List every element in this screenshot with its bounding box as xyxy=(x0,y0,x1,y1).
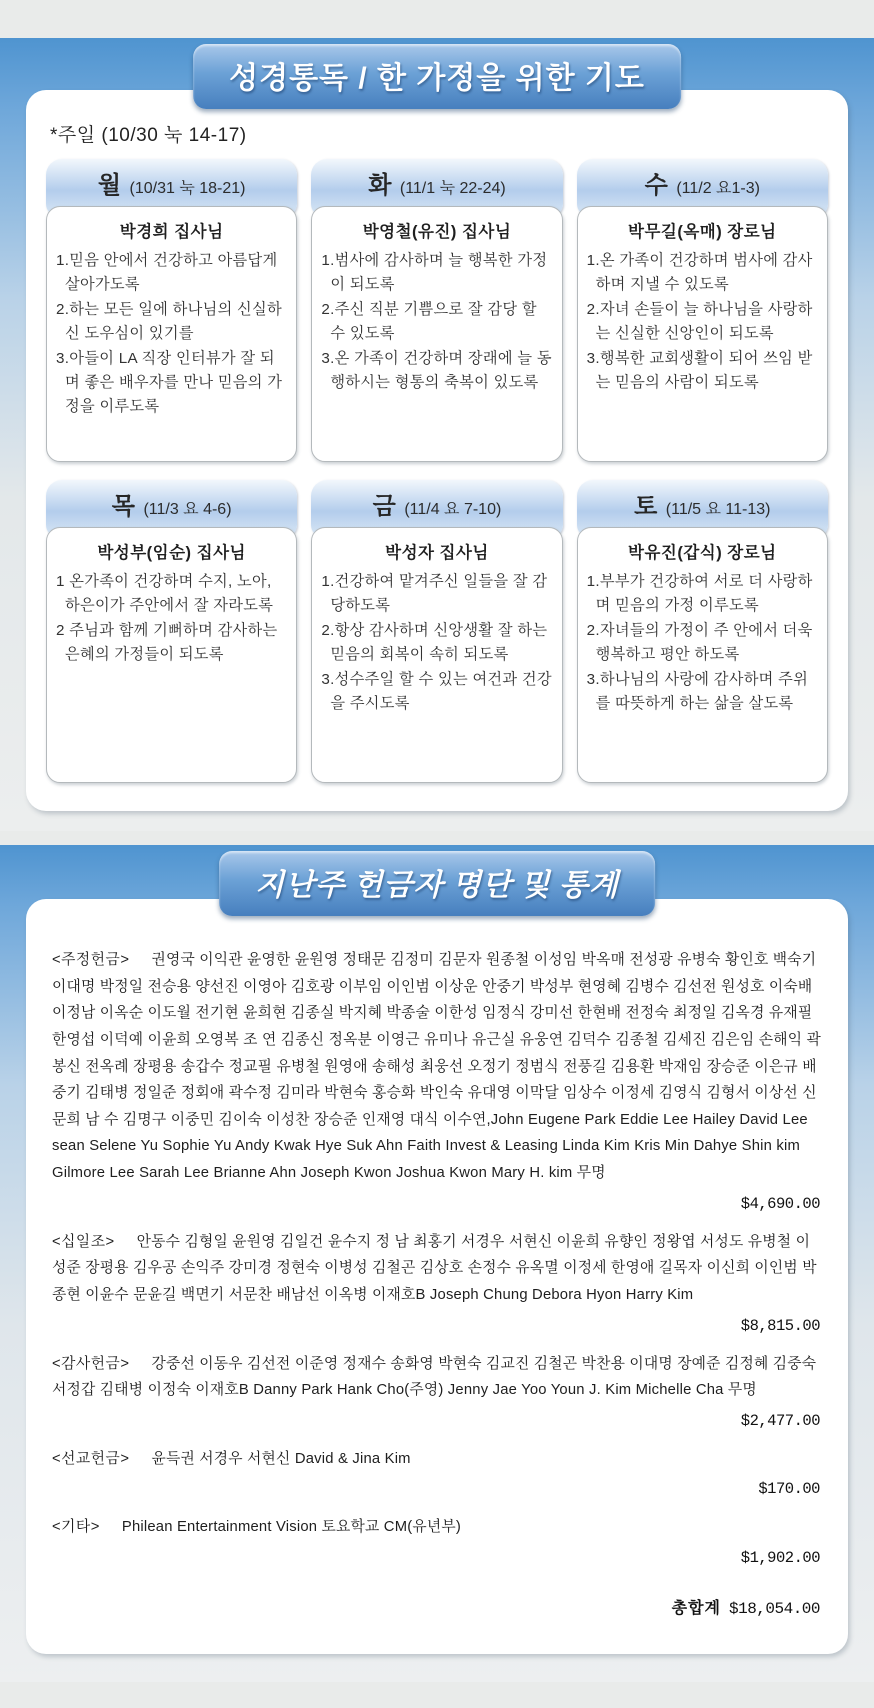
offering-category-label: <선교헌금> xyxy=(52,1450,130,1467)
prayer-item: 3.하나님의 사랑에 감사하며 주위를 따뜻하게 하는 삶을 살도록 xyxy=(586,671,809,713)
day-label: 화 xyxy=(368,172,393,199)
prayer-item: 2.자녀들의 가정이 주 안에서 더욱 행복하고 평안 하도록 xyxy=(586,622,813,664)
day-date: (10/31 눅 18-21) xyxy=(129,180,246,197)
prayer-item: 2 주님과 함께 기뻐하며 감사하는 은혜의 가정들이 되도록 xyxy=(56,622,278,664)
day-card-tue xyxy=(311,159,562,462)
offering-names: 안동수 김형일 윤원영 김일건 윤수지 정 남 최홍기 서경우 서현신 이윤희 유향인 정왕엽 서성도 유병철 이성준 장평용 김우공 손익주 강미경 정현숙 이병성 김철곤 김상호 손정수 유옥멸 이정세 한영애 길목자 이신희 이인범 박종현 이윤수 문윤길 백면기 서문찬 배남선 이옥병 이재호B Joseph Chung Debora Hyon Harry Kim xyxy=(52,1233,817,1303)
offering-amount: $170.00 xyxy=(758,1480,820,1499)
prayer-item: 1.부부가 건강하여 서로 더 사랑하며 믿음의 가정 이루도록 xyxy=(586,573,813,615)
person-name: 박경희 집사님 xyxy=(119,223,224,241)
offering-total-label: 총합계 xyxy=(671,1600,721,1617)
prayer-item: 1.온 가족이 건강하며 범사에 감사하며 지낼 수 있도록 xyxy=(586,252,813,294)
day-body-wed xyxy=(577,206,828,462)
day-body-mon xyxy=(46,206,297,462)
prayer-item: 1.건강하여 맡겨주신 일들을 잘 감당하도록 xyxy=(321,573,548,615)
offering-category-etc xyxy=(52,1514,822,1579)
day-label: 금 xyxy=(372,493,397,520)
prayer-item: 1.범사에 감사하며 늘 행복한 가정이 되도록 xyxy=(321,252,548,294)
prayer-item: 2.하는 모든 일에 하나님의 신실하신 도우심이 있기를 xyxy=(56,301,282,343)
day-body-fri xyxy=(311,527,562,783)
offering-names-paragraph xyxy=(52,1446,822,1473)
prayer-card xyxy=(26,90,848,811)
offering-category-label: <기타> xyxy=(52,1519,100,1536)
person-name: 박성자 집사님 xyxy=(385,544,489,562)
offering-amount: $8,815.00 xyxy=(740,1316,820,1335)
day-date: (11/4 요 7-10) xyxy=(404,501,502,518)
prayer-item: 3.온 가족이 건강하며 장래에 늘 동행하시는 형통의 축복이 있도록 xyxy=(321,350,552,392)
day-body-sat xyxy=(577,527,828,783)
prayer-item: 1 온가족이 건강하며 수지, 노아, 하은이가 주안에서 잘 자라도록 xyxy=(56,573,274,615)
day-body-thu xyxy=(46,527,297,783)
prayer-item: 2.자녀 손들이 늘 하나님을 사랑하는 신실한 신앙인이 되도록 xyxy=(586,301,813,343)
prayer-item: 3.행복한 교회생활이 되어 쓰임 받는 믿음의 사람이 되도록 xyxy=(586,350,813,392)
page-top-margin xyxy=(0,0,874,38)
day-card-mon xyxy=(46,159,297,462)
offering-card xyxy=(26,899,848,1654)
prayer-item: 2.항상 감사하며 신앙생활 잘 하는 믿음의 회복이 속히 되도록 xyxy=(321,622,548,664)
offering-names-paragraph xyxy=(52,1351,822,1404)
prayer-item: 2.주신 직분 기쁨으로 잘 감당 할 수 있도록 xyxy=(321,301,537,343)
offering-section-title: 지난주 헌금자 명단 및 통계 xyxy=(219,851,655,916)
offering-category-label: <주정헌금> xyxy=(52,952,130,968)
offering-total-line xyxy=(52,1595,822,1618)
offering-category-tithe xyxy=(52,1229,822,1347)
day-card-sat xyxy=(577,480,828,783)
offering-amount: $1,902.00 xyxy=(740,1549,820,1567)
day-card-thu xyxy=(46,480,297,783)
offering-amount: $4,690.00 xyxy=(740,1194,820,1213)
prayer-item: 3.성수주일 할 수 있는 여건과 건강을 주시도록 xyxy=(321,671,552,713)
day-card-wed xyxy=(577,159,828,462)
offering-names: 윤득권 서경우 서현신 David & Jina Kim xyxy=(151,1450,411,1467)
prayer-section xyxy=(0,38,874,831)
offering-category-jujeong xyxy=(52,947,822,1225)
prayer-item: 1.믿음 안에서 건강하고 아름답게 살아가도록 xyxy=(56,252,278,294)
offering-category-label: <십일조> xyxy=(52,1233,115,1250)
day-date: (11/2 요1-3) xyxy=(676,180,760,197)
person-name: 박무길(옥매) 장로님 xyxy=(628,223,777,241)
day-body-tue xyxy=(311,206,562,462)
person-name: 박영철(유진) 집사님 xyxy=(362,223,512,241)
day-card-fri xyxy=(311,480,562,783)
day-grid xyxy=(44,157,830,787)
offering-names: Philean Entertainment Vision 토요학교 CM(유년부) xyxy=(121,1519,461,1536)
prayer-section-title: 성경통독 / 한 가정을 위한 기도 xyxy=(193,44,681,109)
day-label: 수 xyxy=(644,172,669,199)
day-label: 목 xyxy=(111,493,136,520)
offering-names: 강중선 이동우 김선전 이준영 정재수 송화영 박현숙 김교진 김철곤 박찬용 이대명 장예준 김정혜 김중숙 서정갑 김태병 이정숙 이재호B Danny Park Hank Cho(주영) Jenny Jae Yoo Youn J. Kim Michelle Cha 무명 xyxy=(52,1355,817,1399)
offering-names-paragraph xyxy=(52,1229,822,1309)
offering-category-thanks xyxy=(52,1351,822,1442)
sunday-note: *주일 (10/30 눅 14-17) xyxy=(50,125,247,146)
offering-section xyxy=(0,845,874,1682)
day-label: 월 xyxy=(97,172,123,199)
offering-amount: $2,477.00 xyxy=(740,1411,820,1430)
offering-names-paragraph xyxy=(52,947,822,1187)
offering-names-paragraph xyxy=(52,1514,822,1541)
day-date: (11/5 요 11-13) xyxy=(665,501,771,518)
day-label: 토 xyxy=(634,493,659,520)
offering-total-amount: $18,054.00 xyxy=(728,1600,820,1618)
person-name: 박성부(임순) 집사님 xyxy=(97,544,246,562)
offering-category-mission xyxy=(52,1446,822,1511)
page-bottom-margin xyxy=(0,1682,874,1708)
day-date: (11/3 요 4-6) xyxy=(143,501,232,518)
offering-category-label: <감사헌금> xyxy=(52,1355,130,1372)
prayer-item: 3.아들이 LA 직장 인터뷰가 잘 되며 좋은 배우자를 만나 믿음의 가정을 이루도록 xyxy=(56,350,283,416)
offering-names: 권영국 이익관 윤영한 윤원영 정태문 김정미 김문자 원종철 이성임 박옥매 전성광 유병숙 황인호 백숙기 이대명 박정일 전승용 양선진 이영아 김호광 이부임 이인범 이상운 안중기 박성부 현영혜 김병수 김선전 원성호 이숙배 이정남 이옥순 이도월 전기현 윤희현 김종실 박지혜 박종술 이한성 임정식 강미선 한현배 전정숙 최정일 김옥경 유재필 한영섭 이덕예 이윤희 오영복 조 연 김종신 정옥분 이영근 유미나 유근실 유웅연 김덕수 김종철 김세진 김은임 손해익 곽봉신 전옥례 장평용 송갑수 정교필 유병철 원영애 송해성 최웅선 오정기 정범식 전풍길 김용환 박재임 장승준 이은규 배중기 김태병 정일준 정회애 곽수정 김미라 박현숙 홍승화 박인숙 유대영 이막달 임상수 이정세 김영식 김형서 이상선 신문희 남 수 김명구 이중민 김이숙 이성찬 장승준 인재영 대식 이수연,John Eugene Park Eddie Lee Hailey David Lee sean Selene Yu Sophie Yu Andy Kwak Hye Suk Ahn Faith Invest & Leasing Linda Kim Kris Min Dahye Shin kim Gilmore Lee Sarah Lee Brianne Ahn Joseph Kwon Joshua Kwon Mary H. kim 무명 xyxy=(52,952,821,1181)
person-name: 박유진(갑식) 장로님 xyxy=(628,544,777,562)
day-date: (11/1 눅 22-24) xyxy=(399,180,506,197)
